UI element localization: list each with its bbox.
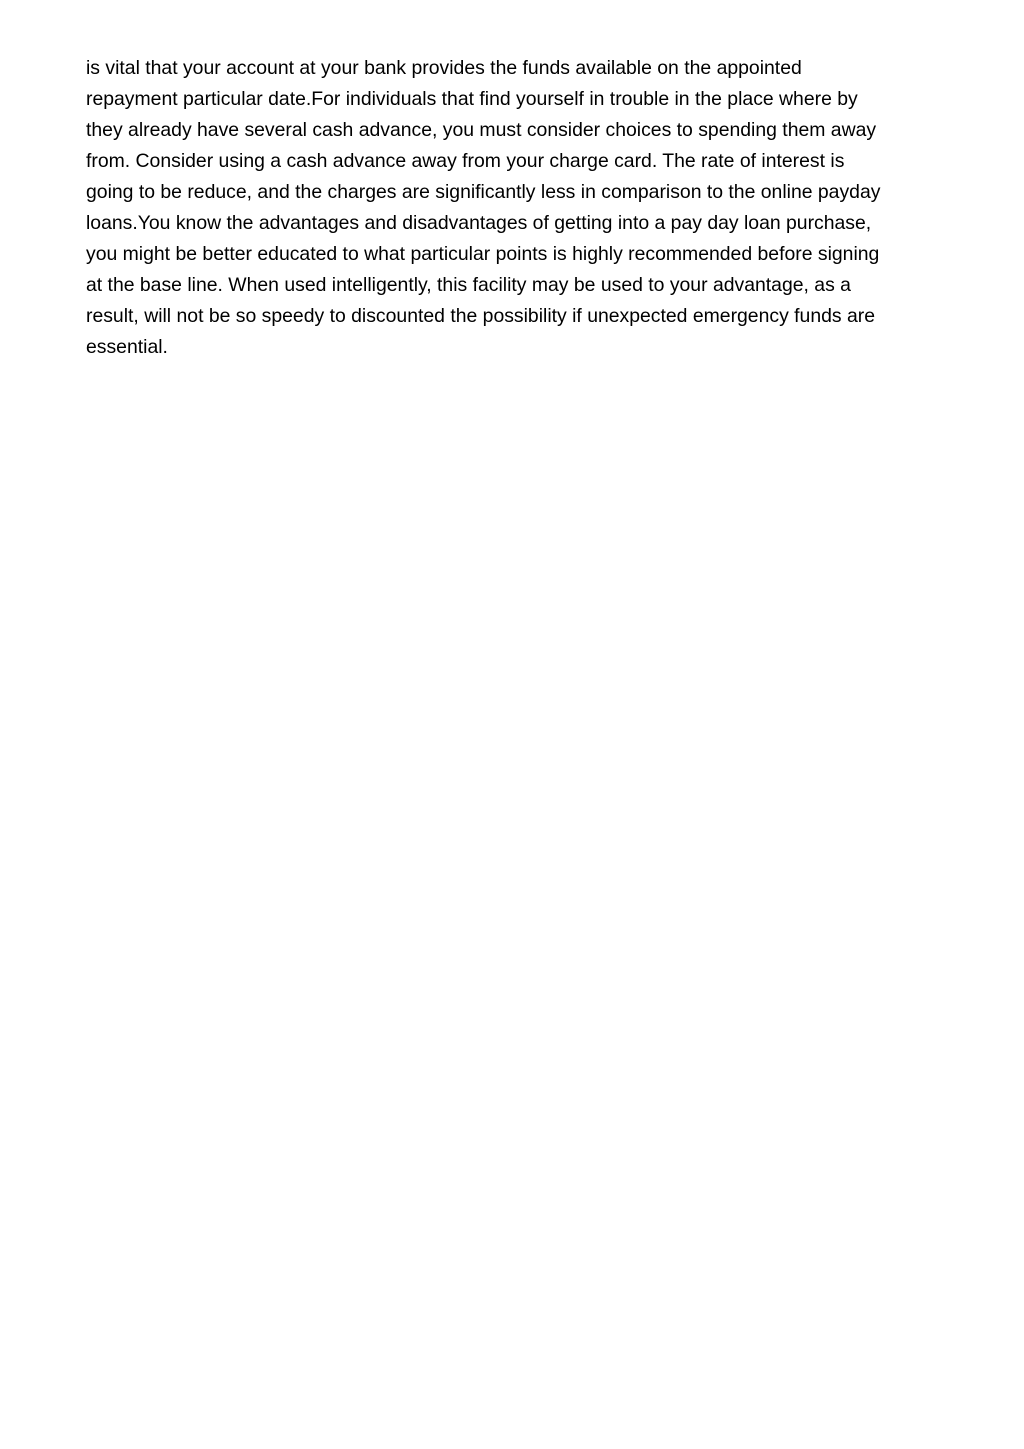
paragraph-line: is vital that your account at your bank provides the funds available on the appointed — [86, 57, 802, 79]
paragraph-line: they already have several cash advance, you must consider choices to spending them away — [86, 119, 877, 141]
paragraph-line: from. Consider using a cash advance away from your charge card. The rate of interest is — [86, 150, 845, 172]
paragraph-line: loans.You know the advantages and disadvantages of getting into a pay day loan purchase, — [86, 212, 872, 234]
paragraph-line: result, will not be so speedy to discounted the possibility if unexpected emergency funds are — [86, 305, 876, 327]
body-paragraph — [86, 53, 956, 363]
paragraph-line: repayment particular date.For individuals that find yourself in trouble in the place where by — [86, 88, 858, 110]
paragraph-line: going to be reduce, and the charges are significantly less in comparison to the online payday — [86, 181, 881, 203]
paragraph-line: at the base line. When used intelligently, this facility may be used to your advantage, as a — [86, 274, 851, 296]
paragraph-line: essential. — [86, 336, 168, 358]
paragraph-line: you might be better educated to what particular points is highly recommended before signing — [86, 243, 880, 265]
